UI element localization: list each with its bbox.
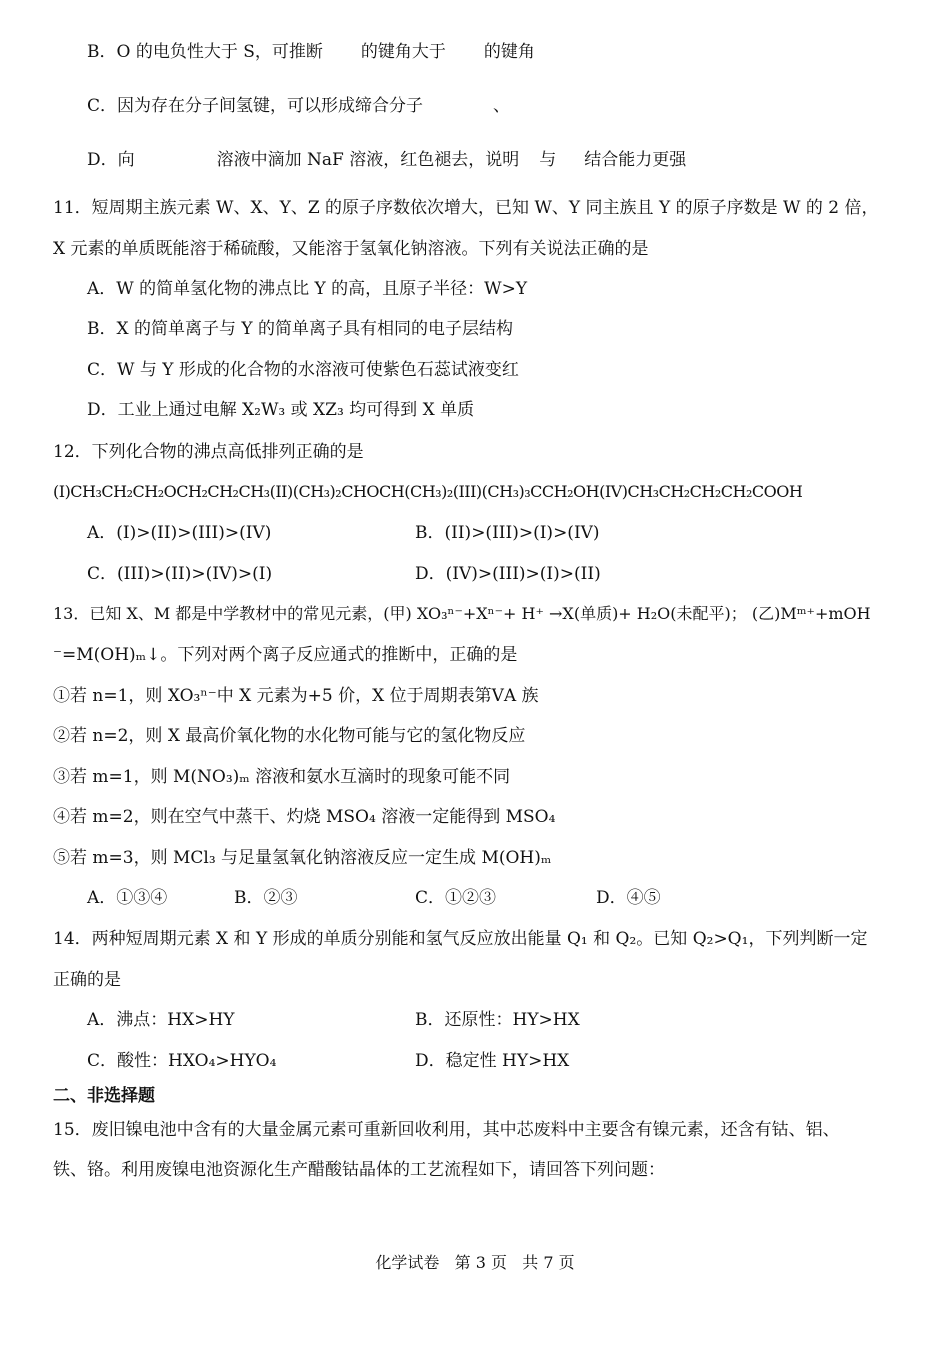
q14-option-c: C．酸性：HXO₄>HYO₄ xyxy=(87,1051,277,1071)
q14-option-a: A．沸点：HX>HY xyxy=(87,1010,235,1030)
q11-stem-line-2: X 元素的单质既能溶于稀硫酸，又能溶于氢氧化钠溶液。下列有关说法正确的是 xyxy=(53,239,649,259)
q14-option-d: D．稳定性 HY>HX xyxy=(415,1051,570,1071)
q15-stem-line-1: 15．废旧镍电池中含有的大量金属元素可重新回收利用，其中芯废料中主要含有镍元素，还含有钴、铝、 xyxy=(53,1120,840,1140)
q13-stem-line-1: 13．已知 X、M 都是中学教材中的常见元素，(甲) XO₃ⁿ⁻+Xⁿ⁻+ H⁺ →X(单质)+ H₂O(未配平)； (乙)Mᵐ⁺+mOH xyxy=(53,604,871,623)
q11-option-b: B．X 的简单离子与 Y 的简单离子具有相同的电子层结构 xyxy=(87,319,514,339)
q13-option-b: B．②③ xyxy=(234,888,298,908)
q11-option-c: C．W 与 Y 形成的化合物的水溶液可使紫色石蕊试液变红 xyxy=(87,360,519,380)
q12-compounds: (I)CH₃CH₂CH₂OCH₂CH₂CH₃(II)(CH₃)₂CHOCH(CH₃)₂(III)(CH₃)₃CCH₂OH(IV)CH₃CH₂CH₂CH₂COOH xyxy=(53,482,803,501)
q13-statement-1: ①若 n=1，则 XO₃ⁿ⁻中 X 元素为+5 价，X 位于周期表第ⅤA 族 xyxy=(53,686,539,706)
q12-option-a: A．(I)>(II)>(III)>(IV) xyxy=(87,523,272,543)
q12-option-d: D．(IV)>(III)>(I)>(II) xyxy=(415,564,601,584)
q14-stem-line-2: 正确的是 xyxy=(53,970,121,990)
q13-option-a: A．①③④ xyxy=(87,888,168,908)
q13-option-d: D．④⑤ xyxy=(596,888,661,908)
q10-option-d: D．向 溶液中滴加 NaF 溶液，红色褪去，说明 与 结合能力更强 xyxy=(87,150,687,170)
q13-option-c: C．①②③ xyxy=(415,888,497,908)
q13-statement-3: ③若 m=1，则 M(NO₃)ₘ 溶液和氨水互滴时的现象可能不同 xyxy=(53,767,511,787)
q10-option-c: C．因为存在分子间氢键，可以形成缔合分子 、 xyxy=(87,96,511,116)
q12-option-c: C．(III)>(II)>(IV)>(I) xyxy=(87,564,273,584)
q11-stem-line-1: 11．短周期主族元素 W、X、Y、Z 的原子序数依次增大，已知 W、Y 同主族且 Y 的原子序数是 W 的 2 倍， xyxy=(53,198,879,218)
q13-statement-5: ⑤若 m=3，则 MCl₃ 与足量氢氧化钠溶液反应一定生成 M(OH)ₘ xyxy=(53,848,552,868)
q13-statement-2: ②若 n=2，则 X 最高价氧化物的水化物可能与它的氢化物反应 xyxy=(53,726,526,746)
q14-stem-line-1: 14．两种短周期元素 X 和 Y 形成的单质分别能和氢气反应放出能量 Q₁ 和 Q₂。已知 Q₂>Q₁，下列判断一定 xyxy=(53,929,868,949)
q10-option-b: B．O 的电负性大于 S，可推断 的键角大于 的键角 xyxy=(87,42,535,62)
page-footer: 化学试卷 第 3 页 共 7 页 xyxy=(375,1253,575,1272)
q13-statement-4: ④若 m=2，则在空气中蒸干、灼烧 MSO₄ 溶液一定能得到 MSO₄ xyxy=(53,807,556,827)
q12-option-b: B．(II)>(III)>(I)>(IV) xyxy=(415,523,600,543)
q11-option-d: D．工业上通过电解 X₂W₃ 或 XZ₃ 均可得到 X 单质 xyxy=(87,400,475,420)
q14-option-b: B．还原性：HY>HX xyxy=(415,1010,580,1030)
q13-stem-line-2: ⁻=M(OH)ₘ↓。下列对两个离子反应通式的推断中，正确的是 xyxy=(53,645,518,665)
q11-option-a: A．W 的简单氢化物的沸点比 Y 的高，且原子半径：W>Y xyxy=(87,279,528,299)
q12-stem: 12．下列化合物的沸点高低排列正确的是 xyxy=(53,442,364,462)
q15-stem-line-2: 铁、铬。利用废镍电池资源化生产醋酸钴晶体的工艺流程如下，请回答下列问题： xyxy=(53,1160,665,1180)
section-heading-non-choice: 二、非选择题 xyxy=(53,1086,155,1106)
